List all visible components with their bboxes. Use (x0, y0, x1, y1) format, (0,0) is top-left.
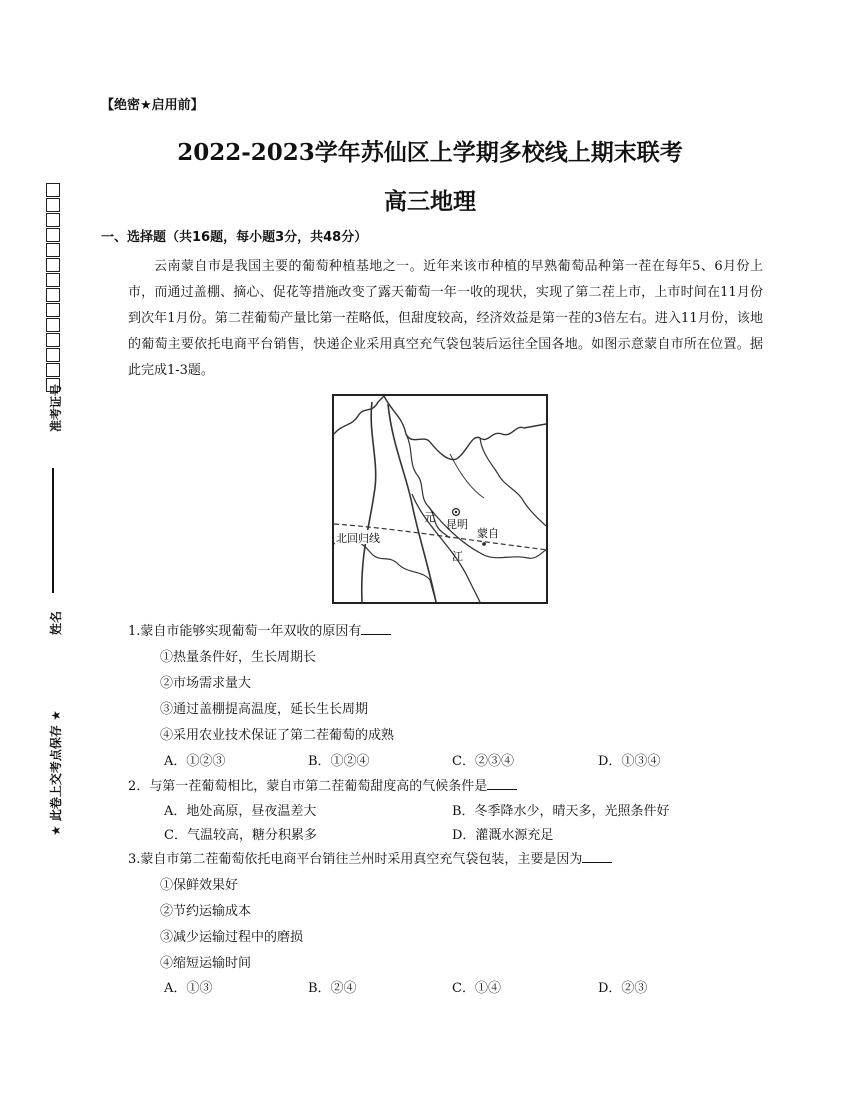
question-1-stem: 1.蒙自市能够实现葡萄一年双收的原因有 (128, 620, 391, 639)
q3-item: ④缩短运输时间 (160, 956, 252, 971)
q1-option-b[interactable]: B．①②④ (308, 754, 370, 769)
q2-option-a[interactable]: A．地处高原，昼夜温差大 (164, 804, 317, 819)
yuan-label: 元 (424, 511, 435, 524)
q1-option-d[interactable]: D．①③④ (598, 754, 661, 769)
ticket-number-boxes[interactable] (46, 183, 60, 393)
q3-option-a[interactable]: A．①③ (164, 981, 213, 996)
answer-blank[interactable] (487, 777, 517, 790)
tropic-label: 北回归线 (336, 532, 380, 545)
q2-option-d[interactable]: D．灌溉水源充足 (452, 828, 554, 843)
keep-notice: ★ 此卷上交考点保存 ★ (49, 710, 63, 836)
name-line[interactable] (52, 468, 54, 593)
location-map (332, 394, 548, 604)
name-label: 姓名 (49, 610, 63, 635)
q1-option-a[interactable]: A．①②③ (164, 754, 226, 769)
q3-option-c[interactable]: C．①④ (452, 981, 501, 996)
q1-item: ②市场需求量大 (160, 676, 252, 691)
mengzi-marker (482, 542, 486, 546)
section-heading: 一、选择题（共16题，每小题3分，共48分） (101, 230, 368, 245)
q1-option-c[interactable]: C．②③④ (452, 754, 514, 769)
q1-item: ①热量条件好，生长周期长 (160, 650, 317, 665)
q3-item: ③减少运输过程中的磨损 (160, 930, 304, 945)
reading-passage (128, 254, 763, 384)
jiang-label: 江 (452, 550, 463, 563)
ticket-number-label: 准考证号 (49, 383, 63, 432)
answer-blank[interactable] (361, 622, 391, 635)
passage-text: 云南蒙自市是我国主要的葡萄种植基地之一。近年来该市种植的早熟葡萄品种第一茬在每年5、6月份上市，而通过盖棚、摘心、促花等措施改变了露天葡萄一年一收的现状，实现了第二茬上市，上市时间在11月份到次年1月份。第二茬葡萄产量比第一茬略低，但甜度较高，经济效益是第一茬的3倍左右。进入11月份，该地的葡萄主要依托电商平台销售，快递企业采用真空充气袋包装后运往全国各地。如图示意蒙自市所在位置。据此完成1-3题。 (128, 259, 763, 378)
q2-option-c[interactable]: C．气温较高，糖分积累多 (164, 828, 317, 843)
mengzi-label: 蒙自 (477, 527, 499, 540)
q3-item: ①保鲜效果好 (160, 878, 239, 893)
subject-title: 高三地理 (384, 188, 476, 215)
q1-item: ④采用农业技术保证了第二茬葡萄的成熟 (160, 728, 395, 743)
question-2-stem: 2．与第一茬葡萄相比，蒙自市第二茬葡萄甜度高的气候条件是 (128, 775, 517, 794)
answer-blank[interactable] (582, 850, 612, 863)
q3-option-b[interactable]: B．②④ (308, 981, 357, 996)
kunming-label: 昆明 (446, 518, 468, 531)
question-3-stem: 3.蒙自市第二茬葡萄依托电商平台销往兰州时采用真空充气袋包装，主要是因为 (128, 848, 612, 867)
q2-option-b[interactable]: B．冬季降水少，晴天多，光照条件好 (452, 804, 670, 819)
q3-option-d[interactable]: D．②③ (598, 981, 648, 996)
exam-title: 2022-2023学年苏仙区上学期多校线上期末联考 (177, 139, 683, 166)
confidential-label: 【绝密★启用前】 (101, 98, 204, 113)
q3-item: ②节约运输成本 (160, 904, 252, 919)
q1-item: ③通过盖棚提高温度，延长生长周期 (160, 702, 369, 717)
